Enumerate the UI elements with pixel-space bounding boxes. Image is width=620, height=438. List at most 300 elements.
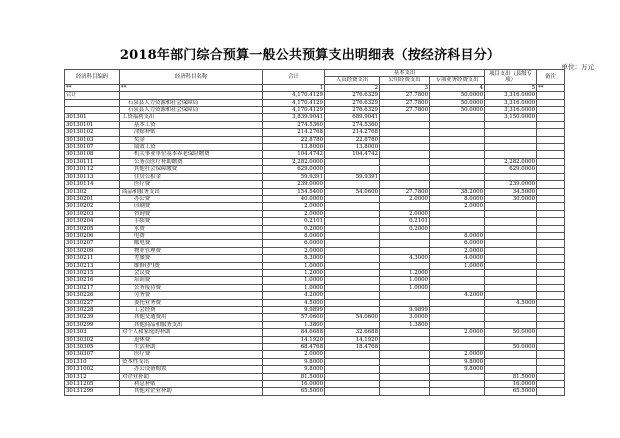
table-row: [65, 269, 565, 276]
cell-code: 30130228: [65, 307, 120, 314]
index-cell: 4: [430, 84, 485, 91]
cell-total: 1.0000: [263, 262, 325, 269]
cell-note: [537, 255, 565, 262]
cell-code: 301303: [65, 329, 120, 336]
cell-special: [430, 388, 485, 395]
cell-name: 绩效工资: [120, 144, 263, 151]
cell-total: 104.4742: [263, 151, 325, 158]
cell-total: 2.0000: [263, 203, 325, 210]
cell-total: 629.0000: [263, 166, 325, 173]
cell-public: [380, 129, 430, 136]
cell-code: 30130211: [65, 255, 120, 262]
cell-name: 住房公积金: [120, 173, 263, 180]
cell-public: [380, 240, 430, 247]
cell-name: 办公设备购置: [120, 366, 263, 373]
cell-special: 6.0000: [430, 240, 485, 247]
cell-note: [537, 373, 565, 380]
cell-code: 30130108: [65, 151, 120, 158]
cell-personnel: 14.1920: [325, 336, 380, 343]
cell-code: 30130113: [65, 173, 120, 180]
cell-public: [380, 151, 430, 158]
cell-special: [430, 129, 485, 136]
cell-total: 40.0000: [263, 195, 325, 202]
table-row: [65, 114, 565, 121]
cell-note: [537, 129, 565, 136]
table-row: [65, 195, 565, 202]
cell-project: [485, 255, 537, 262]
cell-note: [537, 114, 565, 121]
cell-personnel: 104.4742: [325, 151, 380, 158]
cell-total: 4,170.4129: [263, 92, 325, 99]
cell-note: [537, 388, 565, 395]
table-row: [65, 99, 565, 106]
cell-total: 6.0000: [263, 240, 325, 247]
cell-public: 27.7800: [380, 99, 430, 106]
cell-code: 30130112: [65, 166, 120, 173]
cell-public: [380, 247, 430, 254]
cell-public: [380, 344, 430, 351]
cell-personnel: [325, 277, 380, 284]
cell-total: 0.2101: [263, 218, 325, 225]
cell-public: 2.0000: [380, 210, 430, 217]
cell-note: [537, 284, 565, 291]
index-row: [65, 84, 565, 91]
cell-total: 4.2000: [263, 292, 325, 299]
cell-project: 34.5000: [485, 188, 537, 195]
cell-public: 4.3000: [380, 255, 430, 262]
cell-total: 0.2000: [263, 225, 325, 232]
cell-total: 13.8000: [263, 144, 325, 151]
cell-name: 工资福利支出: [120, 114, 263, 121]
table-row: [65, 351, 565, 358]
table-row: [65, 321, 565, 328]
cell-special: 9.8000: [430, 358, 485, 365]
cell-note: [537, 292, 565, 299]
cell-public: [380, 173, 430, 180]
cell-note: [537, 218, 565, 225]
cell-project: [485, 366, 537, 373]
cell-total: 4,170.4129: [263, 107, 325, 114]
cell-project: 81.5000: [485, 373, 537, 380]
cell-personnel: [325, 269, 380, 276]
cell-code: 30130239: [65, 314, 120, 321]
cell-name: 水费: [120, 225, 263, 232]
cell-special: 1.0000: [430, 262, 485, 269]
cell-name: 其他商品和服务支出: [120, 321, 263, 328]
cell-project: [485, 203, 537, 210]
cell-note: [537, 381, 565, 388]
cell-total: 9.8000: [263, 366, 325, 373]
index-cell: 2: [325, 84, 380, 91]
cell-project: 4.5000: [485, 299, 537, 306]
cell-project: [485, 210, 537, 217]
cell-name: 退休费: [120, 336, 263, 343]
cell-total: 81.5000: [263, 373, 325, 380]
cell-personnel: 276.6329: [325, 92, 380, 99]
cell-name: 奖金: [120, 136, 263, 143]
cell-code: 30130209: [65, 247, 120, 254]
cell-special: 9.8000: [430, 366, 485, 373]
cell-public: [380, 336, 430, 343]
cell-special: [430, 144, 485, 151]
cell-total: 3,839.9041: [263, 114, 325, 121]
cell-project: [485, 262, 537, 269]
table-row: [65, 314, 565, 321]
cell-name: 医疗费: [120, 351, 263, 358]
cell-public: [380, 121, 430, 128]
cell-note: [537, 195, 565, 202]
table-row: [65, 358, 565, 365]
cell-note: [537, 329, 565, 336]
cell-note: [537, 351, 565, 358]
cell-public: [380, 351, 430, 358]
cell-project: 50.0000: [485, 329, 537, 336]
cell-special: 8.0000: [430, 195, 485, 202]
cell-code: 30130216: [65, 277, 120, 284]
cell-special: [430, 121, 485, 128]
table-row: [65, 92, 565, 99]
cell-note: [537, 240, 565, 247]
cell-code: 30130204: [65, 218, 120, 225]
cell-personnel: [325, 181, 380, 188]
cell-public: [380, 381, 430, 388]
cell-personnel: [325, 195, 380, 202]
cell-name: 石泉县人力资源和社会保障局: [120, 99, 263, 106]
cell-public: 27.7800: [380, 107, 430, 114]
cell-special: [430, 151, 485, 158]
cell-note: [537, 121, 565, 128]
cell-code: 30130299: [65, 321, 120, 328]
cell-special: [430, 218, 485, 225]
cell-personnel: [325, 225, 380, 232]
cell-project: [485, 277, 537, 284]
cell-personnel: 689.9041: [325, 114, 380, 121]
cell-special: 2.0000: [430, 329, 485, 336]
cell-note: [537, 277, 565, 284]
cell-project: [485, 247, 537, 254]
cell-name: 手续费: [120, 218, 263, 225]
unit-label: 单位：万元: [561, 63, 594, 71]
cell-total: 9.8000: [263, 358, 325, 365]
cell-personnel: [325, 381, 380, 388]
cell-name: 维修(护)费: [120, 262, 263, 269]
cell-public: 27.7800: [380, 188, 430, 195]
cell-code: 301302: [65, 188, 120, 195]
cell-total: 2,282.0000: [263, 158, 325, 165]
cell-public: [380, 181, 430, 188]
cell-personnel: [325, 321, 380, 328]
cell-code: 30130203: [65, 210, 120, 217]
table-row: [65, 292, 565, 299]
cell-code: 301312: [65, 373, 120, 380]
cell-personnel: [325, 388, 380, 395]
cell-code: 30130305: [65, 344, 120, 351]
cell-total: 1.0000: [263, 277, 325, 284]
table-row: [65, 240, 565, 247]
table-row: [65, 218, 565, 225]
cell-special: [430, 210, 485, 217]
cell-note: [537, 344, 565, 351]
table-row: [65, 158, 565, 165]
table-row: [65, 225, 565, 232]
cell-public: 0.2101: [380, 218, 430, 225]
cell-code: 合计: [65, 92, 120, 99]
cell-project: [485, 240, 537, 247]
cell-public: 1.3800: [380, 321, 430, 328]
cell-name: 公务员医疗补助缴费: [120, 158, 263, 165]
cell-note: [537, 99, 565, 106]
cell-name: 咨询费: [120, 210, 263, 217]
cell-note: [537, 366, 565, 373]
index-cell: **: [537, 84, 565, 91]
cell-name: 办公费: [120, 195, 263, 202]
header-special: 专项业务经费支出: [430, 77, 485, 84]
cell-special: [430, 158, 485, 165]
cell-project: [485, 358, 537, 365]
cell-personnel: [325, 284, 380, 291]
cell-personnel: 274.5360: [325, 121, 380, 128]
cell-special: 4.0000: [430, 255, 485, 262]
cell-note: [537, 210, 565, 217]
cell-personnel: 214.2768: [325, 129, 380, 136]
cell-total: 2.0000: [263, 210, 325, 217]
cell-special: 50.0000: [430, 99, 485, 106]
cell-personnel: 13.8000: [325, 144, 380, 151]
table-row: [65, 210, 565, 217]
cell-note: [537, 136, 565, 143]
table-row: [65, 336, 565, 343]
cell-total: 59.9391: [263, 173, 325, 180]
table-row: [65, 232, 565, 239]
cell-special: [430, 299, 485, 306]
table-row: [65, 181, 565, 188]
cell-code: 30131002: [65, 366, 120, 373]
page-title: 2018年部门综合预算一般公共预算支出明细表（按经济科目分）: [119, 48, 501, 63]
cell-total: 1.3800: [263, 321, 325, 328]
cell-total: 8.3000: [263, 255, 325, 262]
cell-name: 培训费: [120, 277, 263, 284]
table-row: [65, 284, 565, 291]
header-total: 合计: [263, 70, 325, 85]
cell-special: 8.0000: [430, 232, 485, 239]
cell-personnel: [325, 307, 380, 314]
cell-special: 2.0000: [430, 247, 485, 254]
cell-special: 50.0000: [430, 107, 485, 114]
cell-personnel: [325, 240, 380, 247]
cell-total: 22.8780: [263, 136, 325, 143]
cell-project: [485, 321, 537, 328]
cell-personnel: [325, 247, 380, 254]
cell-project: [485, 284, 537, 291]
cell-total: 2.0000: [263, 351, 325, 358]
cell-name: 医疗费: [120, 181, 263, 188]
cell-name: 工会经费: [120, 307, 263, 314]
cell-public: 0.2000: [380, 225, 430, 232]
cell-project: [485, 121, 537, 128]
cell-total: 68.4768: [263, 344, 325, 351]
cell-name: 其他社会保障缴费: [120, 166, 263, 173]
cell-name: 劳务费: [120, 292, 263, 299]
index-cell: **: [65, 84, 120, 91]
cell-name: 差旅费: [120, 255, 263, 262]
cell-project: 65.5000: [485, 388, 537, 395]
cell-project: 629.0000: [485, 166, 537, 173]
cell-project: [485, 307, 537, 314]
cell-note: [537, 166, 565, 173]
cell-personnel: 18.4768: [325, 344, 380, 351]
cell-personnel: [325, 373, 380, 380]
cell-personnel: 276.6329: [325, 107, 380, 114]
cell-personnel: [325, 158, 380, 165]
cell-public: 1.0000: [380, 284, 430, 291]
cell-code: 30130103: [65, 136, 120, 143]
cell-total: 154.5400: [263, 188, 325, 195]
cell-personnel: 59.9391: [325, 173, 380, 180]
table-row: [65, 129, 565, 136]
cell-total: 65.5000: [263, 388, 325, 395]
table-row: [65, 188, 565, 195]
cell-project: [485, 218, 537, 225]
cell-special: [430, 344, 485, 351]
cell-personnel: [325, 210, 380, 217]
cell-total: 239.0000: [263, 181, 325, 188]
cell-total: 274.5360: [263, 121, 325, 128]
cell-project: [485, 292, 537, 299]
cell-note: [537, 188, 565, 195]
cell-code: 30131299: [65, 388, 120, 395]
cell-name: 商品和服务支出: [120, 188, 263, 195]
cell-personnel: [325, 166, 380, 173]
cell-public: [380, 358, 430, 365]
cell-personnel: [325, 218, 380, 225]
cell-note: [537, 107, 565, 114]
cell-special: [430, 336, 485, 343]
cell-project: 16.0000: [485, 381, 537, 388]
cell-personnel: 22.8780: [325, 136, 380, 143]
cell-name: 利息补贴: [120, 381, 263, 388]
table-row: [65, 255, 565, 262]
cell-project: [485, 136, 537, 143]
cell-special: [430, 373, 485, 380]
cell-total: 4,170.4129: [263, 99, 325, 106]
cell-total: 1.2000: [263, 269, 325, 276]
cell-code: 30130207: [65, 240, 120, 247]
cell-public: 27.7800: [380, 92, 430, 99]
cell-code: 30130307: [65, 351, 120, 358]
cell-special: 4.2000: [430, 292, 485, 299]
header-note: 备注: [537, 70, 565, 85]
table-row: [65, 247, 565, 254]
cell-public: 9.9899: [380, 307, 430, 314]
cell-note: [537, 151, 565, 158]
header-code: 经济科目编码: [65, 70, 120, 85]
cell-public: [380, 292, 430, 299]
cell-note: [537, 247, 565, 254]
table-row: [65, 344, 565, 351]
cell-code: [65, 107, 120, 114]
cell-code: 30130215: [65, 269, 120, 276]
cell-total: 4.5000: [263, 299, 325, 306]
cell-name: 津贴补贴: [120, 129, 263, 136]
cell-public: 3.0000: [380, 314, 430, 321]
cell-special: [430, 321, 485, 328]
header-personnel: 人员经费支出: [325, 77, 380, 84]
cell-project: 30.0000: [485, 195, 537, 202]
cell-project: 3,316.0000: [485, 92, 537, 99]
cell-project: 2,282.0000: [485, 158, 537, 165]
table-row: [65, 299, 565, 306]
cell-code: 30130302: [65, 336, 120, 343]
cell-personnel: [325, 262, 380, 269]
cell-total: 2.0000: [263, 247, 325, 254]
cell-special: 38.2000: [430, 188, 485, 195]
table-row: [65, 277, 565, 284]
cell-public: [380, 232, 430, 239]
cell-personnel: 32.6688: [325, 329, 380, 336]
cell-total: 214.2768: [263, 129, 325, 136]
cell-project: [485, 314, 537, 321]
cell-public: [380, 203, 430, 210]
cell-code: 30130205: [65, 225, 120, 232]
cell-project: [485, 351, 537, 358]
cell-name: [120, 92, 263, 99]
cell-project: [485, 151, 537, 158]
cell-note: [537, 321, 565, 328]
cell-name: 印刷费: [120, 203, 263, 210]
cell-special: [430, 225, 485, 232]
cell-total: 1.0000: [263, 284, 325, 291]
cell-public: 1.2000: [380, 269, 430, 276]
cell-special: [430, 114, 485, 121]
cell-public: [380, 329, 430, 336]
cell-special: 2.0000: [430, 351, 485, 358]
cell-public: 1.0000: [380, 277, 430, 284]
cell-code: 301301: [65, 114, 120, 121]
cell-public: [380, 388, 430, 395]
cell-project: [485, 225, 537, 232]
cell-public: [380, 166, 430, 173]
index-cell: 3: [380, 84, 430, 91]
cell-public: [380, 262, 430, 269]
cell-note: [537, 173, 565, 180]
cell-public: [380, 114, 430, 121]
cell-total: 14.1920: [263, 336, 325, 343]
cell-name: 石泉县人力资源和社会保障局: [120, 107, 263, 114]
cell-project: [485, 144, 537, 151]
cell-total: 57.0600: [263, 314, 325, 321]
table-row: [65, 121, 565, 128]
index-cell: 5: [485, 84, 537, 91]
table-row: [65, 107, 565, 114]
table-row: [65, 373, 565, 380]
cell-name: 对企业补助: [120, 373, 263, 380]
cell-code: 30130206: [65, 232, 120, 239]
cell-personnel: [325, 366, 380, 373]
cell-project: [485, 269, 537, 276]
cell-special: [430, 269, 485, 276]
cell-total: 84.6688: [263, 329, 325, 336]
cell-name: 会议费: [120, 269, 263, 276]
cell-code: 30130202: [65, 203, 120, 210]
cell-public: [380, 373, 430, 380]
table-row: [65, 144, 565, 151]
table-row: [65, 381, 565, 388]
cell-note: [537, 262, 565, 269]
cell-personnel: [325, 292, 380, 299]
cell-code: 30130227: [65, 299, 120, 306]
cell-special: [430, 284, 485, 291]
cell-special: [430, 181, 485, 188]
